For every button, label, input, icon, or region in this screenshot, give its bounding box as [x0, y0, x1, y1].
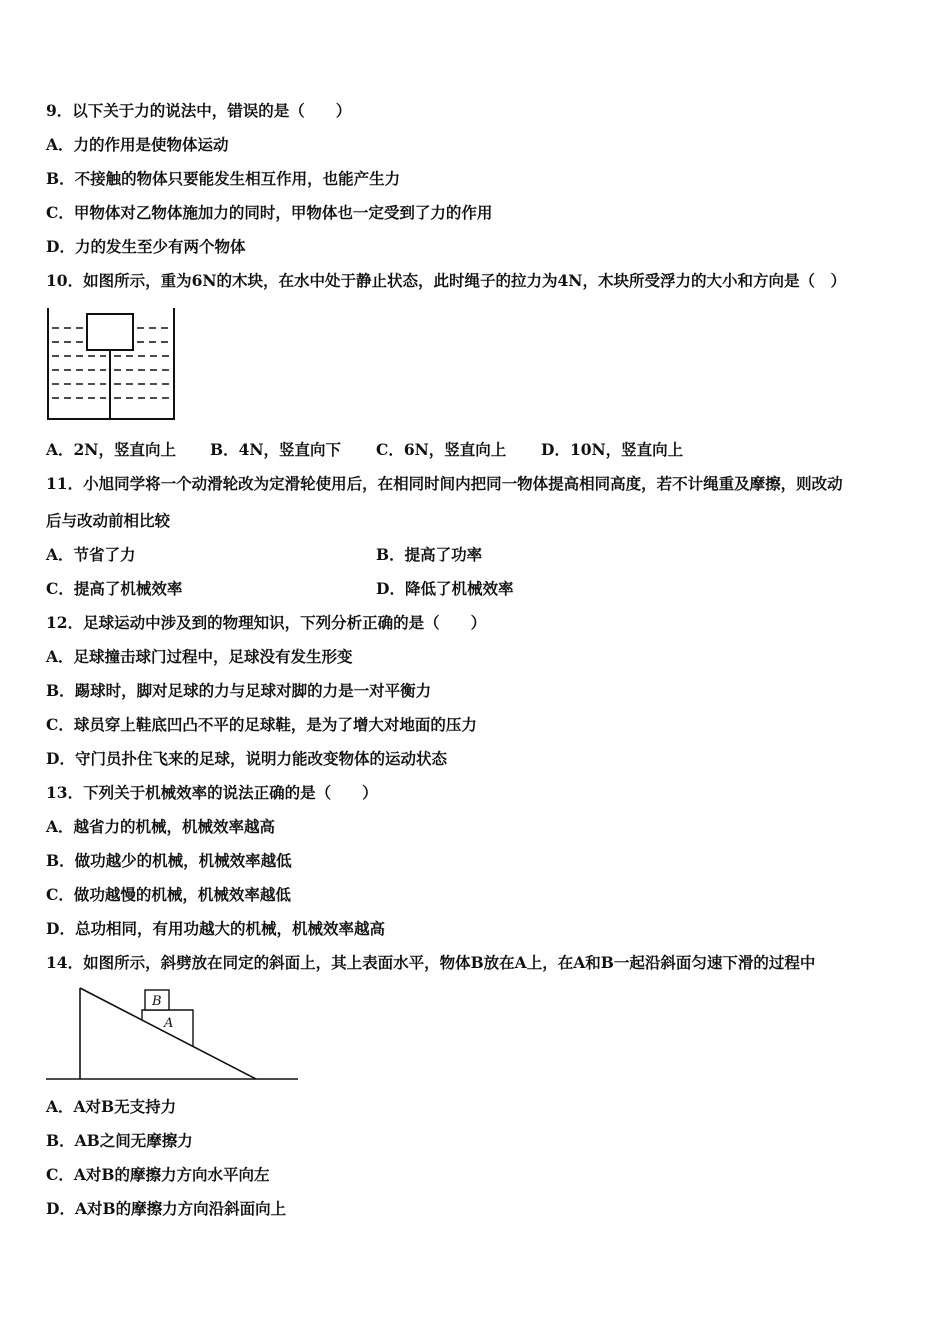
q13-option-d: D．总功相同，有用功越大的机械，机械效率越高	[46, 919, 385, 938]
q13-stem: 13．下列关于机械效率的说法正确的是（ ）	[46, 783, 378, 802]
q10-option-c: C．6N，竖直向上	[376, 440, 507, 459]
q13-option-c: C．做功越慢的机械，机械效率越低	[46, 885, 291, 904]
q13-option-a: A．越省力的机械，机械效率越高	[46, 817, 276, 836]
q10-option-a: A．2N，竖直向上	[46, 440, 176, 459]
q11-option-a: A．节省了力	[46, 545, 136, 564]
q14-label-a: A	[164, 1016, 174, 1031]
q12-stem: 12．足球运动中涉及到的物理知识，下列分析正确的是（ ）	[46, 613, 487, 632]
q11-stem-line2: 后与改动前相比较	[46, 511, 171, 530]
q10-option-d: D．10N，竖直向上	[541, 440, 684, 459]
q14-option-d: D．A对B的摩擦力方向沿斜面向上	[46, 1199, 287, 1218]
q10-stem: 10．如图所示，重为6N的木块，在水中处于静止状态，此时绳子的拉力为4N，木块所受浮力的大小和方向是（ ）	[46, 271, 846, 290]
q12-option-a: A．足球撞击球门过程中，足球没有发生形变	[46, 647, 353, 666]
q9-stem: 9．以下关于力的说法中，错误的是（ ）	[46, 101, 352, 120]
q9-option-c: C．甲物体对乙物体施加力的同时，甲物体也一定受到了力的作用	[46, 203, 493, 222]
q9-option-d: D．力的发生至少有两个物体	[46, 237, 246, 256]
q14-label-b: B	[152, 994, 162, 1009]
q11-option-b: B．提高了功率	[376, 545, 483, 564]
q10-option-b: B．4N，竖直向下	[210, 440, 342, 459]
q14-option-c: C．A对B的摩擦力方向水平向左	[46, 1165, 270, 1184]
q11-option-d: D．降低了机械效率	[376, 579, 514, 598]
q13-option-b: B．做功越少的机械，机械效率越低	[46, 851, 292, 870]
q14-figure-incline	[44, 984, 300, 1084]
q9-option-a: A．力的作用是使物体运动	[46, 135, 229, 154]
q12-option-d: D．守门员扑住飞来的足球，说明力能改变物体的运动状态	[46, 749, 447, 768]
q14-stem: 14．如图所示，斜劈放在同定的斜面上，其上表面水平，物体B放在A上，在A和B一起沿斜面匀速下滑的过程中	[46, 953, 816, 972]
q9-option-b: B．不接触的物体只要能发生相互作用，也能产生力	[46, 169, 401, 188]
q12-option-b: B．踢球时，脚对足球的力与足球对脚的力是一对平衡力	[46, 681, 432, 700]
q14-option-b: B．AB之间无摩擦力	[46, 1131, 193, 1150]
q14-option-a: A．A对B无支持力	[46, 1097, 177, 1116]
q11-option-c: C．提高了机械效率	[46, 579, 183, 598]
q10-figure-beaker	[44, 306, 178, 424]
q12-option-c: C．球员穿上鞋底凹凸不平的足球鞋，是为了增大对地面的压力	[46, 715, 477, 734]
q11-stem-line1: 11．小旭同学将一个动滑轮改为定滑轮使用后，在相同时间内把同一物体提高相同高度，若不计绳重及摩擦，则改动	[46, 474, 843, 493]
